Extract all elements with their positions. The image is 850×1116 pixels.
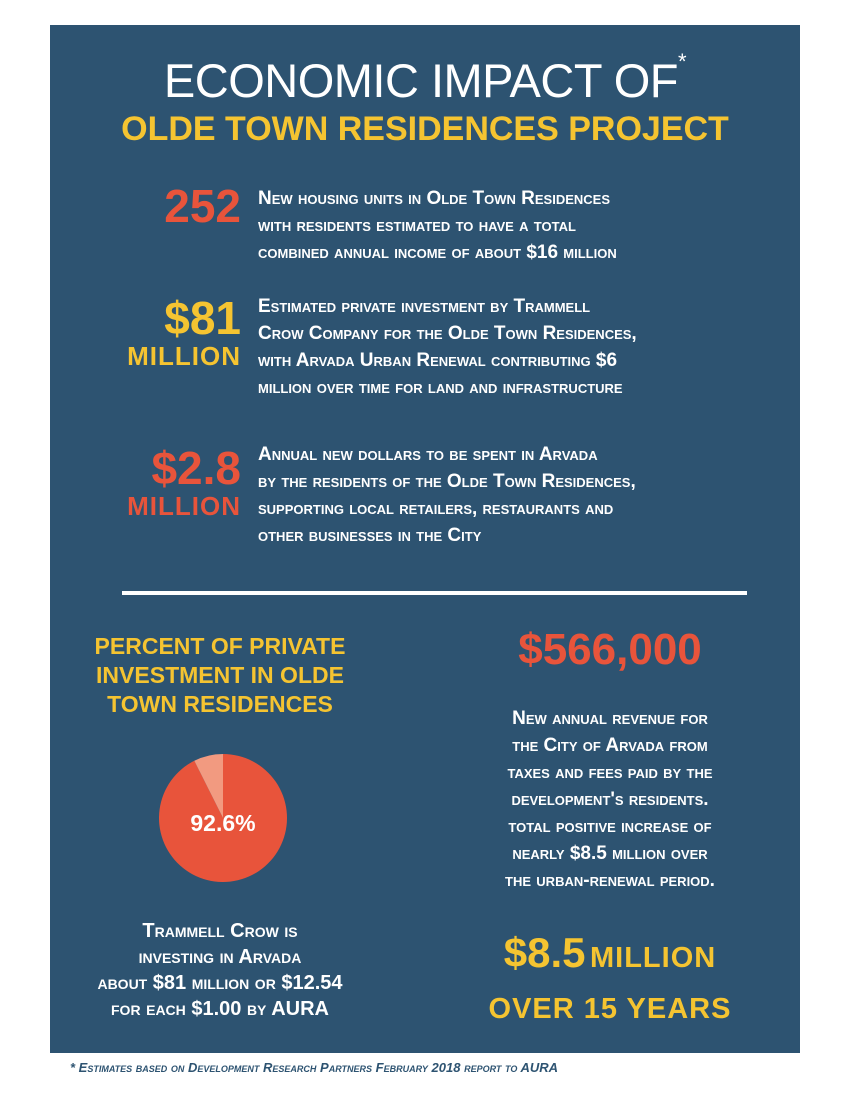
desc-line: Estimated private investment by Trammell [258,296,591,317]
stat-2-8-description [258,441,636,549]
desc-line: million over time for land and infrastructure [258,377,623,398]
title-asterisk: * [678,49,687,74]
investment-text [70,918,370,1022]
investment-title-line: TOWN RESIDENCES [107,691,333,717]
investment-text-line: for each $1.00 by AURA [111,998,329,1020]
investment-text-line: investing in Arvada [138,946,302,968]
total-increase-value: $8.5 [503,929,586,976]
revenue-text-line: New annual revenue for [512,708,708,729]
stat-81-million [50,292,241,371]
stat-unit: MILLION [127,491,241,521]
revenue-amount: $566,000 [518,625,702,674]
desc-line: with residents estimated to have a total [258,215,576,236]
stat-unit: MILLION [127,341,241,371]
stat-252 [50,180,241,232]
total-increase-callout [440,930,780,1032]
revenue-text-line: the City of Arvada from [512,735,708,756]
investment-text-line: Trammell Crow is [142,920,298,942]
stat-2-8-million [50,442,241,521]
revenue-text-line: development's residents. [511,789,709,810]
desc-line: New housing units in Olde Town Residences [258,188,611,209]
stat-252-description [258,185,617,266]
footnote: * Estimates based on Development Research Partners February 2018 report to AURA [70,1060,559,1075]
desc-line: supporting local retailers, restaurants and [258,498,614,519]
desc-line: Annual new dollars to be spent in Arvada [258,444,598,465]
revenue-text-line: nearly $8.5 million over [512,843,708,864]
stat-81-description [258,293,637,401]
title-line-2: OLDE TOWN RESIDENCES PROJECT [121,110,729,148]
revenue-text-line: total positive increase of [508,816,712,837]
total-increase-period: OVER 15 YEARS [488,993,732,1025]
investment-title-line: INVESTMENT IN OLDE [96,662,344,688]
investment-title-line: PERCENT OF PRIVATE [94,633,346,659]
investment-text-line: about $81 million or $12.54 [97,972,343,994]
desc-line: with Arvada Urban Renewal contributing $6 [258,350,618,371]
revenue-text-line: taxes and fees paid by the [507,762,713,783]
desc-line: by the residents of the Olde Town Residences, [258,471,636,492]
revenue-text-line: the urban-renewal period. [505,870,715,891]
desc-line: other businesses in the City [258,525,482,546]
stat-value: 252 [164,180,241,232]
revenue-text [440,705,780,894]
infographic-panel [50,25,800,1053]
section-divider [122,591,747,595]
desc-line: combined annual income of about $16 million [258,242,617,263]
pie-percent-label: 92.6% [190,810,256,836]
stat-value: $81 [164,292,241,344]
stat-value: $2.8 [151,442,241,494]
total-increase-unit: MILLION [590,942,717,974]
desc-line: Crow Company for the Olde Town Residences, [258,323,637,344]
investment-title [70,632,370,719]
title-line-1: ECONOMIC IMPACT OF* [163,49,687,107]
